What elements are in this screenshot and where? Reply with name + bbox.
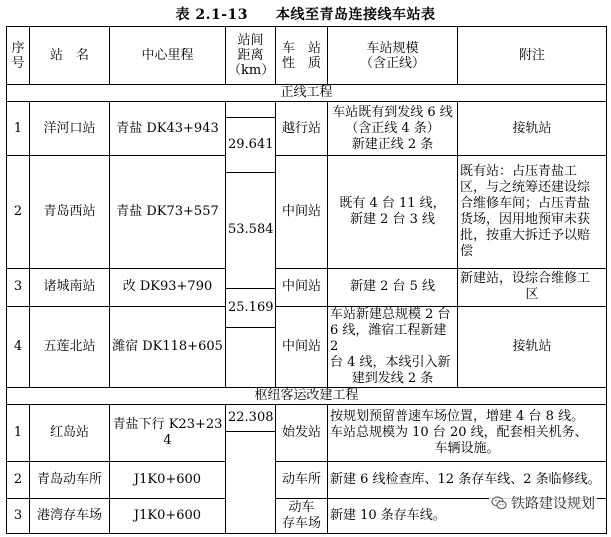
cell-nature: 中间站 xyxy=(276,156,328,268)
section-main-line: 正线工程 xyxy=(7,85,607,102)
header-mileage: 中心里程 xyxy=(110,27,226,85)
cell-nature: 越行站 xyxy=(276,102,328,156)
cell-name: 五莲北站 xyxy=(30,307,110,388)
header-nature: 车 站 性 质 xyxy=(276,27,328,85)
cell-mileage: J1K0+600 xyxy=(110,461,226,498)
section-row xyxy=(7,85,607,102)
cell-distance: 53.584 xyxy=(226,172,276,288)
section-hub: 枢纽客运改建工程 xyxy=(7,388,607,405)
cell-scale: 按规划预留普速车场位置，增建 4 台 8 线。 车站总规模为 10 台 20 线，配套相关机务、 车辆设施。 xyxy=(328,405,607,461)
cell-mileage: 青盐 DK73+557 xyxy=(110,156,226,268)
cell-seq: 1 xyxy=(7,102,30,156)
cell-mileage: 青盐 DK43+943 xyxy=(110,102,226,156)
table-row xyxy=(7,156,607,172)
cell-distance: 22.308 xyxy=(226,405,276,431)
table-number: 表 2.1-13 xyxy=(175,7,249,23)
cell-seq: 3 xyxy=(7,498,30,533)
cell-distance-empty xyxy=(226,102,276,118)
header-scale: 车站规模 （含正线） xyxy=(328,27,458,85)
cell-mileage: J1K0+600 xyxy=(110,498,226,533)
header-name: 站 名 xyxy=(30,27,110,85)
header-row xyxy=(7,27,607,85)
cell-nature: 动车 存车场 xyxy=(276,498,328,533)
header-note: 附注 xyxy=(458,27,607,85)
cell-note: 接轨站 xyxy=(458,307,607,388)
cell-note: 新建站，设综合维修工 区 xyxy=(458,268,607,306)
cell-mileage: 改 DK93+790 xyxy=(110,268,226,306)
cell-scale: 新建 10 条存车线。 xyxy=(328,498,607,533)
cell-seq: 1 xyxy=(7,405,30,461)
header-seq: 序 号 xyxy=(7,27,30,85)
header-distance: 站间 距离 （km） xyxy=(226,27,276,85)
cell-scale: 新建 6 线检查库、12 条存车线、2 条临修线。 xyxy=(328,461,607,498)
cell-nature: 中间站 xyxy=(276,307,328,388)
table-row xyxy=(7,102,607,118)
table-row xyxy=(7,307,607,328)
cell-distance: 29.641 xyxy=(226,118,276,172)
section-row xyxy=(7,388,607,405)
cell-nature: 中间站 xyxy=(276,268,328,306)
station-table xyxy=(6,26,607,534)
cell-scale: 车站既有到发线 6 线 （含正线 4 条） 新建正线 2 条 xyxy=(328,102,458,156)
cell-nature: 动车所 xyxy=(276,461,328,498)
cell-scale: 车站新建总规模 2 台 6 线，潍宿工程新建 2 台 4 线，本线引入新 建到发线 2 条 xyxy=(328,307,458,388)
cell-distance: 25.169 xyxy=(226,289,276,328)
cell-seq: 2 xyxy=(7,461,30,498)
cell-nature: 始发站 xyxy=(276,405,328,461)
cell-note: 既有站：占压青盐工 区，与之统筹还建设综 合维修车间；占压青盐 货场，因用地预审未获 批，按重大拆迁予以赔 偿 xyxy=(458,156,607,268)
cell-name: 青岛西站 xyxy=(30,156,110,268)
watermark-text: 铁路建设规划 xyxy=(511,496,595,512)
table-title: 本线至青岛连接线车站表 xyxy=(276,7,436,23)
cell-name: 诸城南站 xyxy=(30,268,110,306)
watermark xyxy=(489,493,597,513)
cell-name: 青岛动车所 xyxy=(30,461,110,498)
wechat-icon xyxy=(491,495,507,511)
cell-scale: 新建 2 台 5 线 xyxy=(328,268,458,306)
table-row xyxy=(7,268,607,288)
cell-name: 红岛站 xyxy=(30,405,110,461)
cell-mileage: 青盐下行 K23+23 4 xyxy=(110,405,226,461)
cell-name: 洋河口站 xyxy=(30,102,110,156)
table-row xyxy=(7,405,607,431)
cell-note: 接轨站 xyxy=(458,102,607,156)
cell-mileage: 潍宿 DK118+605 xyxy=(110,307,226,388)
cell-distance-empty xyxy=(226,431,276,533)
cell-seq: 4 xyxy=(7,307,30,388)
cell-seq: 2 xyxy=(7,156,30,268)
table-caption xyxy=(0,4,611,24)
cell-scale: 既有 4 台 11 线， 新建 2 台 3 线 xyxy=(328,156,458,268)
cell-distance-empty xyxy=(226,328,276,388)
cell-seq: 3 xyxy=(7,268,30,306)
cell-name: 港湾存车场 xyxy=(30,498,110,533)
